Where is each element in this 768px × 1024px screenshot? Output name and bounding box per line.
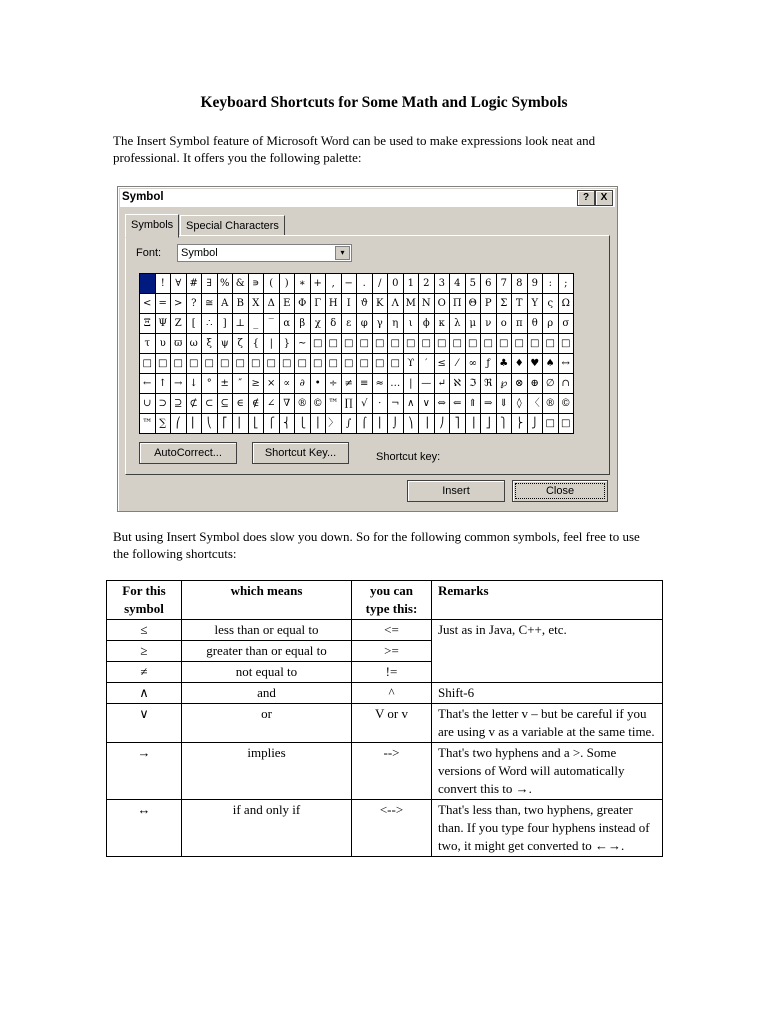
symbol-cell[interactable]: □	[310, 354, 326, 374]
symbol-cell[interactable]: □	[403, 334, 419, 354]
type-cell: >=	[352, 641, 432, 662]
symbol-cell[interactable]: ρ	[543, 314, 559, 334]
symbol-cell[interactable]: ψ	[217, 334, 233, 354]
remarks-cell: That's two hyphens and a >. Some versions of Word will automatically convert this to →.	[432, 743, 663, 800]
symbol-cell[interactable]: ∞	[465, 354, 481, 374]
symbol-cell[interactable]: □	[140, 354, 156, 374]
type-cell: -->	[352, 743, 432, 800]
symbol-cell[interactable]: δ	[326, 314, 342, 334]
symbol-cell[interactable]: ®	[543, 394, 559, 414]
symbol-cell[interactable]: ∗	[295, 274, 311, 294]
symbol-cell[interactable]: ≥	[248, 374, 264, 394]
symbol-cell[interactable]: ∪	[140, 394, 156, 414]
symbol-cell[interactable]: 4	[450, 274, 466, 294]
dialog-close-icon[interactable]: X	[595, 190, 613, 206]
symbol-cell[interactable]: #	[186, 274, 202, 294]
symbol-cell[interactable]: ⎬	[512, 414, 528, 434]
symbol-cell[interactable]: →	[171, 374, 187, 394]
symbol-cell[interactable]: ⎨	[279, 414, 295, 434]
symbol-cell[interactable]: ↓	[186, 374, 202, 394]
symbol-cell[interactable]: Ι	[341, 294, 357, 314]
type-cell: ^	[352, 683, 432, 704]
symbol-cell[interactable]: ⇓	[496, 394, 512, 414]
symbol-cell[interactable]: ≈	[372, 374, 388, 394]
symbol-cell[interactable]: ⁄	[450, 354, 466, 374]
symbol-cell[interactable]: □	[543, 334, 559, 354]
symbol-cell[interactable]: ⎮	[372, 414, 388, 434]
font-select[interactable]	[177, 244, 352, 262]
symbol-cell[interactable]: 7	[496, 274, 512, 294]
shortcut-key-label: Shortcut key:	[376, 451, 441, 463]
symbol-cell[interactable]: ⋅	[372, 394, 388, 414]
page-title: Keyboard Shortcuts for Some Math and Logic Symbols	[200, 94, 568, 111]
symbol-cell[interactable]: □	[419, 334, 435, 354]
symbol-cell[interactable]: □	[388, 354, 404, 374]
symbol-grid-row	[140, 274, 574, 294]
symbol-cell[interactable]: Ο	[434, 294, 450, 314]
means-cell: less than or equal to	[182, 620, 352, 641]
symbol-cell[interactable]: ℜ	[481, 374, 497, 394]
symbol-cell[interactable]: ⎢	[233, 414, 249, 434]
symbol-cell[interactable]: □	[202, 354, 218, 374]
symbol-cell[interactable]: ◊	[512, 394, 528, 414]
symbol-cell[interactable]: ″	[233, 374, 249, 394]
symbol-cell[interactable]: ϕ	[419, 314, 435, 334]
symbol-cell[interactable]: ♥	[527, 354, 543, 374]
symbol-cell[interactable]: ′	[419, 354, 435, 374]
symbol-cell[interactable]: ∈	[233, 394, 249, 414]
symbol-cell[interactable]: Ε	[279, 294, 295, 314]
symbol-cell[interactable]: □	[326, 334, 342, 354]
symbol-cell[interactable]: ;	[558, 274, 574, 294]
col-header-symbol: For this symbol	[107, 581, 182, 620]
symbol-cell[interactable]: □	[465, 334, 481, 354]
symbol-cell[interactable]: ¬	[388, 394, 404, 414]
symbol-cell[interactable]: Π	[450, 294, 466, 314]
symbol-cell[interactable]: μ	[465, 314, 481, 334]
symbol-cell[interactable]: ϑ	[357, 294, 373, 314]
symbol-cell[interactable]: ω	[186, 334, 202, 354]
intro-paragraph: The Insert Symbol feature of Microsoft Word can be used to make expressions look neat and professional. It offers you the following palette:	[113, 133, 596, 165]
symbol-cell[interactable]: ⎣	[248, 414, 264, 434]
autocorrect-button[interactable]: AutoCorrect...	[139, 442, 237, 464]
remarks-cell: Just as in Java, C++, etc.	[432, 620, 663, 683]
symbol-cell: ≤	[107, 620, 182, 641]
symbol-cell[interactable]: 〈	[527, 394, 543, 414]
symbol-cell[interactable]: ⎛	[171, 414, 187, 434]
symbol-cell[interactable]: □	[512, 334, 528, 354]
symbol-cell[interactable]: √	[357, 394, 373, 414]
type-cell: V or v	[352, 704, 432, 743]
symbol-cell[interactable]: ⊕	[527, 374, 543, 394]
symbol-cell[interactable]: ↔	[558, 354, 574, 374]
symbol-cell[interactable]: υ	[155, 334, 171, 354]
symbol-cell[interactable]: ϒ	[403, 354, 419, 374]
symbol-cell[interactable]: ⎟	[419, 414, 435, 434]
remarks-cell: That's less than, two hyphens, greater than. If you type four hyphens instead of two, it might get converted to ←→.	[432, 800, 663, 857]
tab-symbols[interactable]: Symbols	[125, 214, 179, 238]
symbol-cell[interactable]: ∅	[543, 374, 559, 394]
symbol-cell[interactable]: ⎫	[496, 414, 512, 434]
symbol-cell[interactable]: □	[248, 354, 264, 374]
symbol-cell[interactable]: ς	[543, 294, 559, 314]
symbol-cell[interactable]: ξ	[202, 334, 218, 354]
table-row	[107, 620, 663, 641]
symbol-cell[interactable]: Ψ	[155, 314, 171, 334]
symbol-cell[interactable]: Β	[233, 294, 249, 314]
symbol-dialog	[117, 186, 618, 512]
symbol-cell[interactable]: Ν	[419, 294, 435, 314]
shortcut-table	[106, 580, 663, 857]
col-header-means: which means	[182, 581, 352, 620]
symbol-cell: ≥	[107, 641, 182, 662]
symbol-cell[interactable]: ⎩	[295, 414, 311, 434]
col-header-type: you can type this:	[352, 581, 432, 620]
symbol-cell[interactable]: /	[372, 274, 388, 294]
symbol-cell[interactable]: ∍	[248, 274, 264, 294]
symbol-cell[interactable]: Λ	[388, 294, 404, 314]
symbol-cell[interactable]: ∝	[279, 374, 295, 394]
symbol-cell[interactable]: ⎭	[527, 414, 543, 434]
symbol-cell[interactable]: Μ	[403, 294, 419, 314]
symbol-cell[interactable]: 8	[512, 274, 528, 294]
close-button[interactable]: Close	[512, 480, 608, 502]
symbol-cell[interactable]: 2	[419, 274, 435, 294]
symbol-cell[interactable]: —	[419, 374, 435, 394]
symbol-cell[interactable]: ∏	[341, 394, 357, 414]
tab-special-characters[interactable]: Special Characters	[180, 215, 285, 236]
remarks-cell: That's the letter v – but be careful if you are using v as a variable at the same time.	[432, 704, 663, 743]
symbol-cell[interactable]: Σ	[496, 294, 512, 314]
font-select-value: Symbol	[181, 247, 218, 259]
symbol-grid	[139, 273, 574, 434]
symbol-cell[interactable]: ⇒	[481, 394, 497, 414]
symbol-cell[interactable]: □	[527, 334, 543, 354]
symbol-cell: ≠	[107, 662, 182, 683]
symbol-cell[interactable]: 6	[481, 274, 497, 294]
symbol-cell: ∧	[107, 683, 182, 704]
table-row	[107, 683, 663, 704]
symbol-cell[interactable]: ℘	[496, 374, 512, 394]
symbol-cell[interactable]: −	[341, 274, 357, 294]
symbol-cell[interactable]: □	[279, 354, 295, 374]
symbol-cell[interactable]: ∇	[279, 394, 295, 414]
symbol-cell[interactable]: ∧	[403, 394, 419, 414]
symbol-cell[interactable]: Γ	[310, 294, 326, 314]
symbol-cell[interactable]: ♣	[496, 354, 512, 374]
symbol-cell[interactable]: ≠	[341, 374, 357, 394]
remarks-cell: Shift-6	[432, 683, 663, 704]
symbol-cell[interactable]: □	[558, 334, 574, 354]
symbol-cell[interactable]: %	[217, 274, 233, 294]
symbol-cell[interactable]: α	[279, 314, 295, 334]
symbol-cell[interactable]: |	[264, 334, 280, 354]
symbol-cell[interactable]: ⊂	[202, 394, 218, 414]
symbol-cell[interactable]: ⎜	[186, 414, 202, 434]
symbol-cell[interactable]: 3	[434, 274, 450, 294]
symbol-grid-row	[140, 314, 574, 334]
symbol-cell[interactable]: ≡	[357, 374, 373, 394]
symbol-cell[interactable]: ©	[310, 394, 326, 414]
symbol-cell[interactable]: 5	[465, 274, 481, 294]
symbol-cell[interactable]: ↵	[434, 374, 450, 394]
symbol-cell[interactable]: ⊇	[171, 394, 187, 414]
symbol-cell[interactable]: ⊥	[233, 314, 249, 334]
symbol-cell[interactable]: ℵ	[450, 374, 466, 394]
symbol-cell: →	[107, 743, 182, 800]
symbol-cell[interactable]: ♦	[512, 354, 528, 374]
shortcut-key-button[interactable]: Shortcut Key...	[252, 442, 349, 464]
dialog-title: Symbol	[122, 191, 164, 203]
symbol-cell[interactable]: ≤	[434, 354, 450, 374]
symbol-cell[interactable]: ?	[186, 294, 202, 314]
means-cell: if and only if	[182, 800, 352, 857]
symbol-cell[interactable]: □	[326, 354, 342, 374]
symbol-cell[interactable]: □	[310, 334, 326, 354]
symbol-cell[interactable]: □	[186, 354, 202, 374]
symbol-cell[interactable]: ⎤	[450, 414, 466, 434]
symbol-cell[interactable]: ∉	[248, 394, 264, 414]
symbol-cell[interactable]: (	[264, 274, 280, 294]
symbol-cell: ↔	[107, 800, 182, 857]
symbol-cell[interactable]: ε	[341, 314, 357, 334]
symbol-cell[interactable]: ∃	[202, 274, 218, 294]
means-cell: or	[182, 704, 352, 743]
symbol-cell[interactable]: ©	[558, 394, 574, 414]
symbol-cell[interactable]: ®	[295, 394, 311, 414]
symbol-cell[interactable]: ∀	[171, 274, 187, 294]
symbol-cell[interactable]: Ξ	[140, 314, 156, 334]
means-cell: implies	[182, 743, 352, 800]
symbol-cell[interactable]: ™	[140, 414, 156, 434]
symbol-cell[interactable]: τ	[140, 334, 156, 354]
symbol-cell[interactable]: η	[388, 314, 404, 334]
symbol-cell[interactable]: ∩	[558, 374, 574, 394]
symbol-cell[interactable]: □	[543, 414, 559, 434]
symbol-cell[interactable]: □	[233, 354, 249, 374]
symbol-cell[interactable]: Χ	[248, 294, 264, 314]
symbol-cell[interactable]: □	[295, 354, 311, 374]
table-row	[107, 800, 663, 857]
symbol-cell[interactable]: □	[372, 334, 388, 354]
symbol-cell[interactable]: σ	[558, 314, 574, 334]
shortcut-paragraph: But using Insert Symbol does slow you down. So for the following common symbols, feel free to use the following shortcuts:	[113, 529, 640, 561]
symbol-cell[interactable]: ≅	[202, 294, 218, 314]
symbol-cell[interactable]: ×	[264, 374, 280, 394]
symbol-cell[interactable]: ↑	[155, 374, 171, 394]
symbol-cell[interactable]: )	[279, 274, 295, 294]
symbol-cell[interactable]: ν	[481, 314, 497, 334]
symbol-cell[interactable]: □	[357, 334, 373, 354]
symbol-cell[interactable]: □	[372, 354, 388, 374]
symbol-cell[interactable]: □	[496, 334, 512, 354]
symbol-cell[interactable]: ∂	[295, 374, 311, 394]
symbol-cell[interactable]: <	[140, 294, 156, 314]
insert-button[interactable]: Insert	[407, 480, 505, 502]
symbol-cell[interactable]: γ	[372, 314, 388, 334]
symbol-cell[interactable]: ⌠	[357, 414, 373, 434]
symbol-cell[interactable]: Θ	[465, 294, 481, 314]
symbol-cell[interactable]: ⎪	[310, 414, 326, 434]
symbol-cell[interactable]: Η	[326, 294, 342, 314]
symbol-cell[interactable]: Ρ	[481, 294, 497, 314]
symbol-cell[interactable]: {	[248, 334, 264, 354]
symbol-cell[interactable]: .	[357, 274, 373, 294]
symbol-cell[interactable]: :	[543, 274, 559, 294]
symbol-grid-row	[140, 374, 574, 394]
means-cell: and	[182, 683, 352, 704]
symbol-cell[interactable]: χ	[310, 314, 326, 334]
symbol-grid-row	[140, 414, 574, 434]
symbol-cell[interactable]: ,	[326, 274, 342, 294]
symbol-cell[interactable]: ⇔	[434, 394, 450, 414]
symbol-cell[interactable]: ο	[496, 314, 512, 334]
symbol-cell[interactable]: ∼	[295, 334, 311, 354]
symbol-cell[interactable]: Δ	[264, 294, 280, 314]
symbol-cell[interactable]: κ	[434, 314, 450, 334]
means-cell: not equal to	[182, 662, 352, 683]
symbol-cell[interactable]: _	[248, 314, 264, 334]
col-header-remarks: Remarks	[432, 581, 663, 620]
symbol-cell[interactable]: Τ	[512, 294, 528, 314]
means-cell: greater than or equal to	[182, 641, 352, 662]
symbol-cell[interactable]: ←	[140, 374, 156, 394]
symbol-cell[interactable]: □	[434, 334, 450, 354]
symbol-cell: ∨	[107, 704, 182, 743]
symbol-cell[interactable]: ⎥	[465, 414, 481, 434]
symbol-cell[interactable]: ƒ	[481, 354, 497, 374]
symbol-cell[interactable]: 〉	[326, 414, 342, 434]
symbol-cell[interactable]: +	[310, 274, 326, 294]
dialog-titlebar	[120, 189, 615, 207]
symbol-cell[interactable]: ⇐	[450, 394, 466, 414]
symbol-cell[interactable]: φ	[357, 314, 373, 334]
symbol-cell[interactable]: ∫	[341, 414, 357, 434]
symbol-cell[interactable]: □	[217, 354, 233, 374]
symbol-cell[interactable]: ∑	[155, 414, 171, 434]
symbol-cell[interactable]: ι	[403, 314, 419, 334]
symbol-cell[interactable]: 0	[388, 274, 404, 294]
type-cell: !=	[352, 662, 432, 683]
symbol-cell[interactable]: ⊄	[186, 394, 202, 414]
type-cell: <=	[352, 620, 432, 641]
symbol-cell[interactable]: ⇑	[465, 394, 481, 414]
symbol-cell[interactable]: Φ	[295, 294, 311, 314]
symbol-cell[interactable]: π	[512, 314, 528, 334]
symbol-cell[interactable]: |	[403, 374, 419, 394]
symbol-cell[interactable]: ⊆	[217, 394, 233, 414]
symbol-cell[interactable]: 9	[527, 274, 543, 294]
symbol-cell[interactable]: ⌡	[388, 414, 404, 434]
symbol-cell[interactable]: ⎠	[434, 414, 450, 434]
symbol-cell[interactable]: ∠	[264, 394, 280, 414]
symbol-cell[interactable]: □	[171, 354, 187, 374]
symbol-cell[interactable]: □	[341, 334, 357, 354]
symbol-cell[interactable]: …	[388, 374, 404, 394]
symbol-cell[interactable]: ⎡	[217, 414, 233, 434]
symbol-cell[interactable]: λ	[450, 314, 466, 334]
symbol-cell[interactable]: □	[481, 334, 497, 354]
symbol-cell[interactable]: □	[155, 354, 171, 374]
symbol-cell[interactable]: θ	[527, 314, 543, 334]
symbol-cell[interactable]: Κ	[372, 294, 388, 314]
symbol-cell[interactable]: ∨	[419, 394, 435, 414]
symbol-grid-row	[140, 294, 574, 314]
symbol-cell[interactable]: !	[155, 274, 171, 294]
table-header-row	[107, 581, 663, 620]
symbol-cell[interactable]: °	[202, 374, 218, 394]
symbol-cell[interactable]: &	[233, 274, 249, 294]
symbol-cell[interactable]: ™	[326, 394, 342, 414]
symbol-cell[interactable]: ∴	[202, 314, 218, 334]
symbol-cell[interactable]: ⊗	[512, 374, 528, 394]
help-button[interactable]: ?	[577, 190, 595, 206]
symbol-cell[interactable]: ℑ	[465, 374, 481, 394]
symbol-cell[interactable]: Α	[217, 294, 233, 314]
symbol-cell[interactable]: =	[155, 294, 171, 314]
symbol-cell[interactable]: β	[295, 314, 311, 334]
table-row	[107, 743, 663, 800]
symbol-cell[interactable]: □	[388, 334, 404, 354]
symbol-cell[interactable]: Ζ	[171, 314, 187, 334]
symbol-cell[interactable]: >	[171, 294, 187, 314]
symbol-cell[interactable]: ϖ	[171, 334, 187, 354]
symbol-cell[interactable]: 1	[403, 274, 419, 294]
symbol-cell[interactable]: }	[279, 334, 295, 354]
symbol-cell[interactable]: ]	[217, 314, 233, 334]
symbol-cell[interactable]: ζ	[233, 334, 249, 354]
symbol-cell[interactable]: Ω	[558, 294, 574, 314]
symbol-cell[interactable]: ⎧	[264, 414, 280, 434]
symbol-cell[interactable]: ♠	[543, 354, 559, 374]
symbol-grid-row	[140, 354, 574, 374]
symbol-cell[interactable]: □	[357, 354, 373, 374]
symbol-cell[interactable]: ⎦	[481, 414, 497, 434]
table-row	[107, 704, 663, 743]
symbol-grid-row	[140, 394, 574, 414]
symbol-cell[interactable]: □	[450, 334, 466, 354]
chevron-down-icon[interactable]: ▾	[335, 246, 350, 260]
symbol-cell[interactable]: ±	[217, 374, 233, 394]
symbol-cell[interactable]	[140, 274, 156, 294]
symbol-cell[interactable]: Υ	[527, 294, 543, 314]
type-cell: <-->	[352, 800, 432, 857]
symbol-cell[interactable]: □	[264, 354, 280, 374]
symbol-cell[interactable]: □	[341, 354, 357, 374]
symbol-cell[interactable]: •	[310, 374, 326, 394]
font-label: Font:	[136, 247, 162, 259]
symbol-cell[interactable]: [	[186, 314, 202, 334]
symbol-cell[interactable]: □	[558, 414, 574, 434]
symbol-cell[interactable]: ⎞	[403, 414, 419, 434]
symbol-grid-row	[140, 334, 574, 354]
symbol-cell[interactable]: ÷	[326, 374, 342, 394]
symbol-cell[interactable]: ⎝	[202, 414, 218, 434]
symbol-cell[interactable]: ‾	[264, 314, 280, 334]
symbol-cell[interactable]: ⊃	[155, 394, 171, 414]
